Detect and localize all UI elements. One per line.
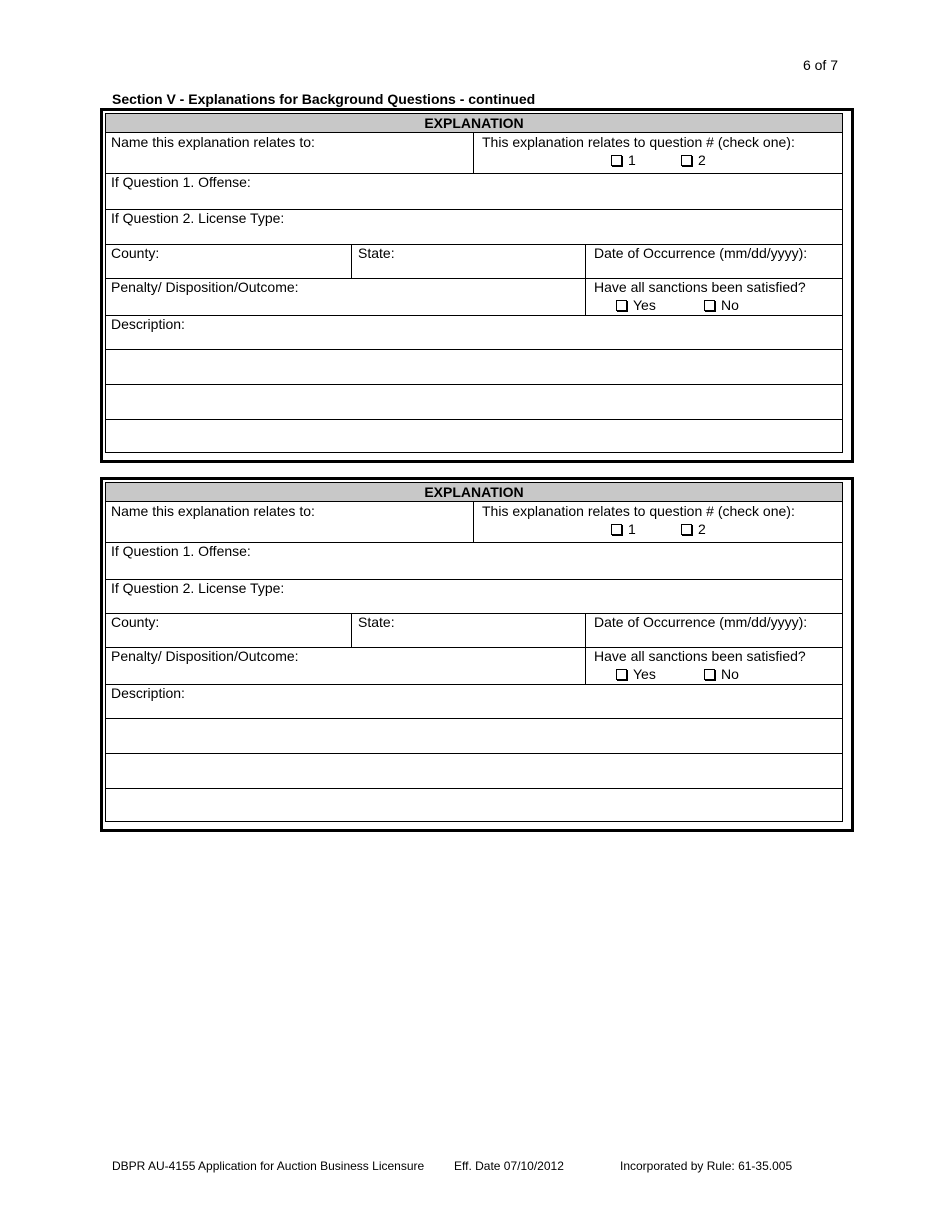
sanctions-option-yes[interactable]: Yes [616, 666, 656, 682]
section-title: Section V - Explanations for Background Questions - continued [112, 91, 536, 107]
question-number-label: This explanation relates to question # (check one): [482, 503, 795, 519]
question-number-label: This explanation relates to question # (check one): [482, 134, 795, 150]
description-field[interactable]: Description: [111, 685, 185, 701]
footer-rule: Incorporated by Rule: 61-35.005 [620, 1159, 793, 1173]
checkbox-icon [704, 300, 715, 311]
question-option-1[interactable]: 1 [611, 152, 636, 168]
name-field[interactable]: Name this explanation relates to: [111, 503, 315, 519]
checkbox-icon [611, 524, 622, 535]
sanctions-option-no[interactable]: No [704, 666, 739, 682]
explanation-form-2 [100, 477, 854, 832]
footer-eff-date: Eff. Date 07/10/2012 [454, 1159, 564, 1173]
checkbox-icon [616, 300, 627, 311]
checkbox-icon [681, 524, 692, 535]
sanctions-label: Have all sanctions been satisfied? [594, 279, 806, 295]
question-option-2[interactable]: 2 [681, 521, 706, 537]
description-field[interactable]: Description: [111, 316, 185, 332]
penalty-field[interactable]: Penalty/ Disposition/Outcome: [111, 648, 299, 664]
license-type-field[interactable]: If Question 2. License Type: [111, 210, 285, 226]
checkbox-icon [704, 669, 715, 680]
sanctions-option-no[interactable]: No [704, 297, 739, 313]
sanctions-option-yes[interactable]: Yes [616, 297, 656, 313]
date-field[interactable]: Date of Occurrence (mm/dd/yyyy): [594, 614, 808, 630]
checkbox-icon [616, 669, 627, 680]
page-number: 6 of 7 [802, 57, 838, 73]
county-field[interactable]: County: [111, 245, 160, 261]
form-header: EXPLANATION [106, 483, 842, 502]
state-field[interactable]: State: [358, 245, 395, 261]
question-option-1[interactable]: 1 [611, 521, 636, 537]
form-header: EXPLANATION [106, 114, 842, 133]
offense-field[interactable]: If Question 1. Offense: [111, 174, 251, 190]
county-field[interactable]: County: [111, 614, 160, 630]
question-option-2[interactable]: 2 [681, 152, 706, 168]
checkbox-icon [681, 155, 692, 166]
state-field[interactable]: State: [358, 614, 395, 630]
explanation-form-1 [100, 108, 854, 463]
checkbox-icon [611, 155, 622, 166]
license-type-field[interactable]: If Question 2. License Type: [111, 580, 285, 596]
date-field[interactable]: Date of Occurrence (mm/dd/yyyy): [594, 245, 808, 261]
footer-form-id: DBPR AU-4155 Application for Auction Business Licensure [112, 1159, 425, 1173]
offense-field[interactable]: If Question 1. Offense: [111, 543, 251, 559]
penalty-field[interactable]: Penalty/ Disposition/Outcome: [111, 279, 299, 295]
name-field[interactable]: Name this explanation relates to: [111, 134, 315, 150]
sanctions-label: Have all sanctions been satisfied? [594, 648, 806, 664]
